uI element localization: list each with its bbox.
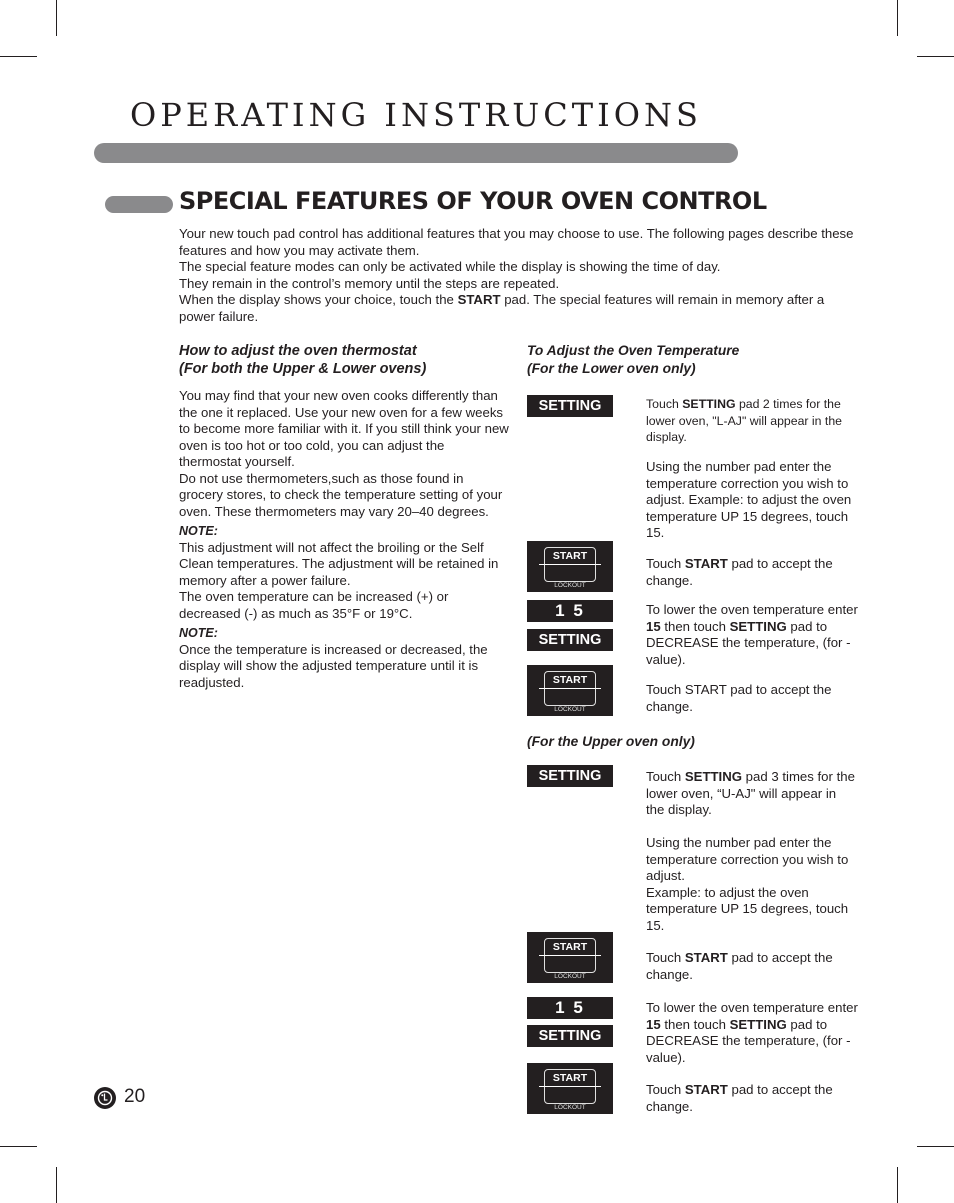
start-label: START: [552, 1072, 588, 1084]
paragraph: This adjustment will not affect the broiling or the Self Clean temperatures. The adjustment will be retained in memory after a power failure.: [179, 539, 499, 588]
setting-button[interactable]: SETTING: [527, 395, 613, 417]
start-label: START: [552, 941, 588, 953]
crop-mark: [917, 56, 954, 57]
start-button[interactable]: [527, 1063, 613, 1114]
number-15-display[interactable]: 1 5: [527, 600, 613, 622]
paragraph: You may find that your new oven cooks differently than the one it replaced. Use your new oven for a few weeks to become more familiar with it. If you still think your new oven is too hot or too cold, you can adjust the thermostat yourself.: [179, 388, 509, 469]
paragraph: Do not use thermometers,such as those found in grocery stores, to check the temperature setting of your oven. These thermometers may vary 20–40 degrees.: [179, 470, 503, 519]
step-text: Touch SETTING pad 3 times for the lower oven, “U-AJ" will appear in the display.: [646, 769, 855, 817]
number-15-display[interactable]: 1 5: [527, 997, 613, 1019]
crop-mark: [0, 1146, 37, 1147]
start-button[interactable]: [527, 541, 613, 592]
left-subheading: How to adjust the oven thermostat (For both the Upper & Lower ovens): [179, 343, 427, 377]
section-pill: [105, 196, 173, 213]
step-text: To lower the oven temperature enter 15 then touch SETTING pad to DECREASE the temperature, (for - value).: [646, 1000, 858, 1065]
lockout-label: LOCKOUT: [554, 706, 586, 713]
setting-button[interactable]: SETTING: [527, 765, 613, 787]
crop-mark: [56, 0, 57, 36]
lower-oven-heading: To Adjust the Oven Temperature (For the Lower oven only): [527, 343, 740, 376]
lockout-label: LOCKOUT: [554, 973, 586, 980]
step-text: Using the number pad enter the temperature correction you wish to adjust. Example: to adjust the oven temperature UP 15 degrees, touch 15.: [646, 835, 849, 933]
start-label: START: [552, 550, 588, 562]
intro-text: [179, 226, 859, 325]
lockout-label: LOCKOUT: [554, 582, 586, 589]
step-text: To lower the oven temperature enter 15 then touch SETTING pad to DECREASE the temperature, (for - value).: [646, 602, 858, 667]
note-label: NOTE:: [179, 626, 218, 640]
step-text: Using the number pad enter the temperature correction you wish to adjust. Example: to adjust the oven temperature UP 15 degrees, touch 15.: [646, 459, 852, 540]
crop-mark: [56, 1167, 57, 1203]
lg-logo-icon: [94, 1087, 116, 1109]
header-bar: [94, 143, 738, 163]
step-text: Touch START pad to accept the change.: [646, 950, 833, 982]
intro-line: The special feature modes can only be activated while the display is showing the time of day.: [179, 259, 721, 274]
intro-line: When the display shows your choice, touch the START pad. The special features will remain in memory after a power failure.: [179, 292, 825, 324]
step-text: Touch START pad to accept the change.: [646, 556, 833, 588]
start-button[interactable]: [527, 665, 613, 716]
lockout-label: LOCKOUT: [554, 1104, 586, 1111]
step-text: Touch SETTING pad 2 times for the lower oven, "L-AJ" will appear in the display.: [646, 397, 843, 444]
paragraph: The oven temperature can be increased (+) or decreased (-) as much as 35°F or 19°C.: [179, 589, 449, 621]
page-number: 20: [124, 1086, 146, 1107]
left-body: [179, 388, 509, 691]
crop-mark: [0, 56, 37, 57]
crop-mark: [917, 1146, 954, 1147]
crop-mark: [897, 0, 898, 36]
setting-button[interactable]: SETTING: [527, 1025, 613, 1047]
crop-mark: [897, 1167, 898, 1203]
step-text: Touch START pad to accept the change.: [646, 1082, 833, 1114]
note-label: NOTE:: [179, 524, 218, 538]
upper-oven-heading: (For the Upper oven only): [527, 734, 695, 749]
page-header-title: OPERATING INSTRUCTIONS: [130, 96, 702, 134]
start-button[interactable]: [527, 932, 613, 983]
intro-line: Your new touch pad control has additional features that you may choose to use. The following pages describe these features and how you may activate them.: [179, 226, 854, 258]
section-title: SPECIAL FEATURES OF YOUR OVEN CONTROL: [179, 187, 767, 215]
intro-line: They remain in the control’s memory until the steps are repeated.: [179, 275, 560, 291]
step-text: Touch START pad to accept the change.: [646, 682, 832, 714]
paragraph: Once the temperature is increased or decreased, the display will show the adjusted temperature until it is readjusted.: [179, 641, 488, 690]
start-label: START: [552, 674, 588, 686]
setting-button[interactable]: SETTING: [527, 629, 613, 651]
